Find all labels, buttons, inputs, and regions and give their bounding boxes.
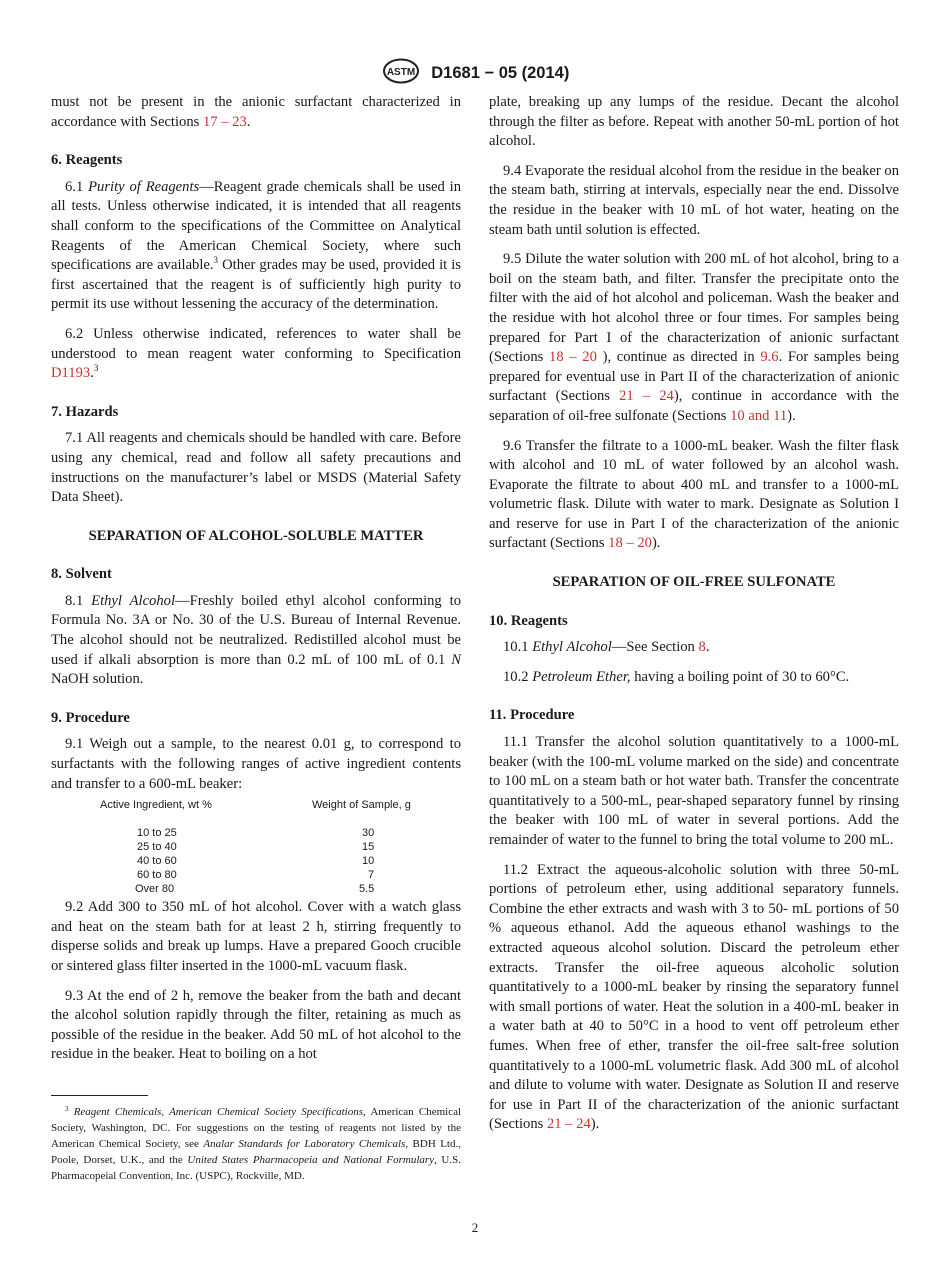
section-link[interactable]: 10 and 11 bbox=[730, 407, 788, 424]
paragraph-8-1: 8.1 Ethyl Alcohol—Freshly boiled ethyl alcohol conforming to Formula No. 3A or No. 30 of the U.S. Bureau of Internal Revenue. The alcohol should not be neutralized. Redistilled alcohol must be used if alkali absorption is more than 0.2 mL of 100 mL of 0.1 N NaOH solution. bbox=[51, 592, 461, 688]
paragraph-7-1: 7.1 All reagents and chemicals should be handled with care. Before using any chemical, read and follow all safety precautions and instructions on the manufacturer’s label or MSDS (Material Safety Data Sheet). bbox=[51, 430, 461, 506]
svg-text:ASTM: ASTM bbox=[386, 67, 415, 78]
section-heading-8: 8. Solvent bbox=[51, 566, 112, 583]
part-heading-oil-free: SEPARATION OF OIL-FREE SULFONATE bbox=[552, 574, 836, 591]
paragraph-11-1: 11.1 Transfer the alcohol solution quantitatively to a 1000-mL beaker (with the 100-mL volume marked on the side) and concentrate to 100 mL on a steam bath or hot water bath. Transfer the concentrate quantitatively to a 500-mL, pear-shaped separatory funnel by rinsing the beaker with 100 mL of water in several portions. Add the remainder of water to the funnel to bring the total volume to 200 mL. bbox=[489, 734, 899, 848]
section-heading-10: 10. Reagents bbox=[489, 612, 568, 629]
table-row: 40 to 60 10 bbox=[137, 855, 375, 868]
section-heading-11: 11. Procedure bbox=[489, 707, 575, 724]
paragraph-10-1: 10.1 Ethyl Alcohol—See Section 8. bbox=[503, 639, 710, 656]
section-heading-6: 6. Reagents bbox=[51, 152, 123, 169]
page-header bbox=[0, 58, 950, 89]
sample-weight-table bbox=[100, 798, 411, 896]
table-row: 10 to 25 30 bbox=[137, 827, 375, 840]
paragraph-continued: must not be present in the anionic surfactant characterized in accordance with Sections 17 – 23. bbox=[51, 94, 461, 130]
page-number: 2 bbox=[471, 1220, 479, 1235]
section-link[interactable]: 21 – 24 bbox=[546, 1116, 591, 1133]
footnote-ref[interactable]: 3 bbox=[93, 363, 99, 374]
section-link[interactable]: 9.6 bbox=[760, 349, 779, 366]
section-heading-7: 7. Hazards bbox=[51, 403, 119, 420]
document-designation: D1681 − 05 (2014) bbox=[431, 64, 570, 82]
section-link[interactable]: 18 – 20 bbox=[608, 535, 652, 552]
left-column bbox=[51, 93, 461, 1065]
table-row: 60 to 80 7 bbox=[137, 869, 375, 882]
paragraph-9-4: 9.4 Evaporate the residual alcohol from the residue in the beaker on the steam bath, stirring at intervals, especially near the end. Dissolve the residue in the beaker with 10 mL of hot water, heating on the steam bath until solution is effected. bbox=[489, 162, 899, 238]
astm-logo-icon bbox=[381, 58, 421, 89]
part-heading-alcohol: SEPARATION OF ALCOHOL-SOLUBLE MATTER bbox=[88, 527, 424, 544]
footnote-ref[interactable]: 3 bbox=[213, 255, 219, 266]
table-row: 25 to 40 15 bbox=[137, 841, 375, 854]
paragraph-9-2: 9.2 Add 300 to 350 mL of hot alcohol. Cover with a watch glass and heat on the steam bath for at least 2 h, stirring frequently to disperse solids and break up lumps. Have a prepared Gooch crucible or sintered glass filter inserted in the 1000-mL vacuum flask. bbox=[51, 899, 461, 974]
paragraph-9-1: 9.1 Weigh out a sample, to the nearest 0.01 g, to correspond to surfactants with the following ranges of active ingredient contents and transfer to a 600-mL beaker: bbox=[51, 736, 461, 792]
paragraph-11-2: 11.2 Extract the aqueous-alcoholic solution with three 50-mL portions of petroleum ether, using additional separatory funnels. Combine the ether extracts and wash with 3 to 50- mL portions of 50 % aqueous ethanol. Add the aqueous ethanol washings to the extracted aqueous alcohol solution. Discard the petroleum ether extracts. Transfer the oil-free aqueous alcoholic solution quantitatively to a 1000-mL beaker by rinsing the separatory funnel with small portions of water. Heat the solution in a 400-mL beaker in a water bath at 40 to 50°C in a hood to vent off petroleum ether fumes. When free of ether, transfer the oil-free salt-free solution quantitatively to a 1000-mL volumetric flask. Add 300 mL of alcohol and dilute to volume with water. Designate as Solution II and reserve for use in Part II of the characterization of the anionic surfactant (Sections 21 – 24). bbox=[489, 861, 899, 1133]
table-header: Weight of Sample, g bbox=[312, 799, 411, 812]
paragraph-6-2: 6.2 Unless otherwise indicated, references to water shall be understood to mean reagent water conforming to Specification D1193.$^3$ bbox=[51, 325, 461, 382]
paragraph-continued: plate, breaking up any lumps of the residue. Decant the alcohol through the filter as before. Repeat with another 50-mL portion of hot alcohol. bbox=[489, 94, 899, 150]
footnote-3: $^3$ Reagent Chemicals, American Chemical Society Specifications, American Chemical Society, Washington, DC. For suggestions on the testing of reagents not listed by the American Chemical Society, see Analar Standards for Laboratory Chemicals, BDH Ltd., Poole, Dorset, U.K., and the United States Pharmacopeia and National Formulary, U.S. Pharmacopeial Convention, Inc. (USPC), Rockville, MD. bbox=[51, 1105, 462, 1182]
section-link[interactable]: 17 – 23 bbox=[202, 113, 247, 130]
section-link[interactable]: 18 – 20 bbox=[549, 349, 597, 366]
specification-link[interactable]: D1193 bbox=[51, 365, 91, 382]
section-link[interactable]: 21 – 24 bbox=[619, 388, 674, 405]
paragraph-10-2: 10.2 Petroleum Ether, having a boiling point of 30 to 60°C. bbox=[503, 668, 850, 685]
section-heading-9: 9. Procedure bbox=[51, 709, 130, 726]
footnote-divider bbox=[51, 1095, 148, 1096]
paragraph-9-6: 9.6 Transfer the filtrate to a 1000-mL beaker. Wash the filter flask with alcohol and 10 mL of water followed by an alcohol wash. Evaporate the filtrate to about 400 mL and transfer to a 1000-mL volumetric flask. Dilute with water to mark. Designate as Solution I and reserve for use in Part I of the characterization of the anionic surfactant (Sections 18 – 20). bbox=[489, 437, 899, 552]
table-header: Active Ingredient, wt % bbox=[100, 799, 212, 812]
paragraph-9-5: 9.5 Dilute the water solution with 200 mL of hot alcohol, bring to a boil on the steam bath, and filter. Transfer the precipitate onto the filter with the aid of hot alcohol and policeman. Wash the beaker and the residue with hot alcohol three or four times. For samples being prepared for Part I of the characterization of anionic surfactant (Sections 18 – 20 ), continue as directed in 9.6. For samples being prepared for eventual use in Part II of the characterization of anionic surfactant (Sections 21 – 24), continue in accordance with the separation of oil-free sulfonate (Sections 10 and 11). bbox=[489, 251, 900, 424]
paragraph-6-1: 6.1 Purity of Reagents—Reagent grade chemicals shall be used in all tests. Unless otherwise indicated, it is intended that all reagents shall conform to the specifications of the Committee on Analytical Reagents of the American Chemical Society, where such specifications are available.$^3$ Other grades may be used, provided it is first ascertained that the reagent is of sufficiently high purity to permit its use without lessening the accuracy of the determination. bbox=[51, 178, 462, 313]
paragraph-9-3: 9.3 At the end of 2 h, remove the beaker from the bath and decant the alcohol solution rapidly through the filter, retaining as much as possible of the residue in the beaker. Add 50 mL of hot alcohol to the residue in the beaker. Heat to boiling on a hot bbox=[51, 987, 461, 1063]
section-link[interactable]: 8 bbox=[698, 639, 706, 656]
right-column bbox=[489, 93, 899, 1135]
table-row: Over 80 5.5 bbox=[135, 883, 375, 896]
